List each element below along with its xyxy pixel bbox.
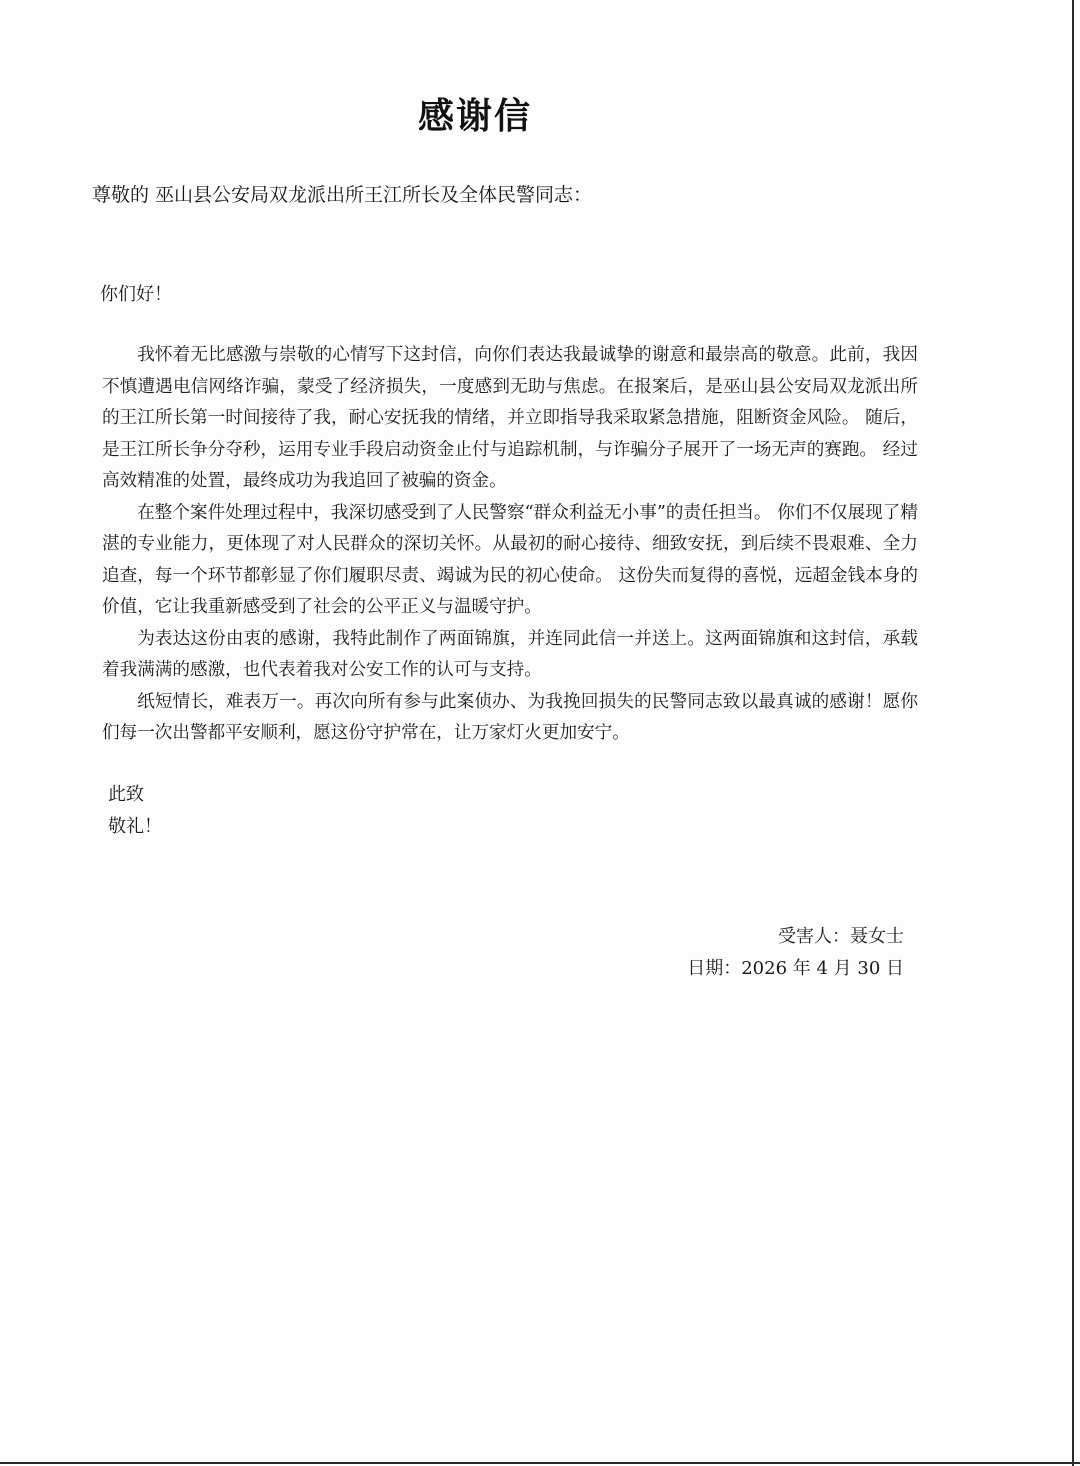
letter-closing-cizhi: 此致 — [108, 784, 144, 805]
letter-closing-jingli: 敬礼！ — [108, 816, 162, 837]
letter-paragraph: 为表达这份由衷的感谢，我特此制作了两面锦旗，并连同此信一并送上。这两面锦旗和这封信，承载着我满满的感激，也代表着我对公安工作的认可与支持。 — [102, 628, 918, 680]
letter-paragraph: 在整个案件处理过程中，我深切感受到了人民警察“群众利益无小事”的责任担当。 你们不仅展现了精湛的专业能力，更体现了对人民群众的深切关怀。从最初的耐心接待、细致安抚，到后续不畏艰难、全力追查，每一个环节都彰显了你们履职尽责、竭诚为民的初心使命。 这份失而复得的喜悦，远超金钱本身的价值，它让我重新感受到了社会的公平正义与温暖守护。 — [102, 502, 918, 617]
letter-paragraph: 纸短情长，难表万一。再次向所有参与此案侦办、为我挽回损失的民警同志致以最真诚的感谢！愿你们每一次出警都平安顺利，愿这份守护常在，让万家灯火更加安宁。 — [102, 691, 918, 743]
letter-date: 日期：2026 年 4 月 30 日 — [687, 958, 904, 979]
letter-paragraph: 我怀着无比感激与崇敬的心情写下这封信，向你们表达我最诚挚的谢意和最崇高的敬意。此前，我因不慎遭遇电信网络诈骗，蒙受了经济损失，一度感到无助与焦虑。在报案后，是巫山县公安局双龙派出所的王江所长第一时间接待了我，耐心安抚我的情绪，并立即指导我采取紧急措施，阻断资金风险。 随后，是王江所长争分夺秒，运用专业手段启动资金止付与追踪机制，与诈骗分子展开了一场无声的赛跑。 经过高效精准的处置，最终成功为我追回了被骗的资金。 — [102, 345, 918, 491]
letter-body — [102, 340, 918, 750]
letter-sender: 受害人：聂女士 — [778, 926, 904, 947]
letter-greeting: 你们好！ — [100, 284, 172, 305]
letter-title: 感谢信 — [417, 96, 532, 137]
scan-edge-bottom — [0, 1462, 1080, 1464]
scan-edge-right — [1072, 0, 1074, 1466]
letter-salutation: 尊敬的 巫山县公安局双龙派出所王江所长及全体民警同志： — [92, 184, 593, 206]
